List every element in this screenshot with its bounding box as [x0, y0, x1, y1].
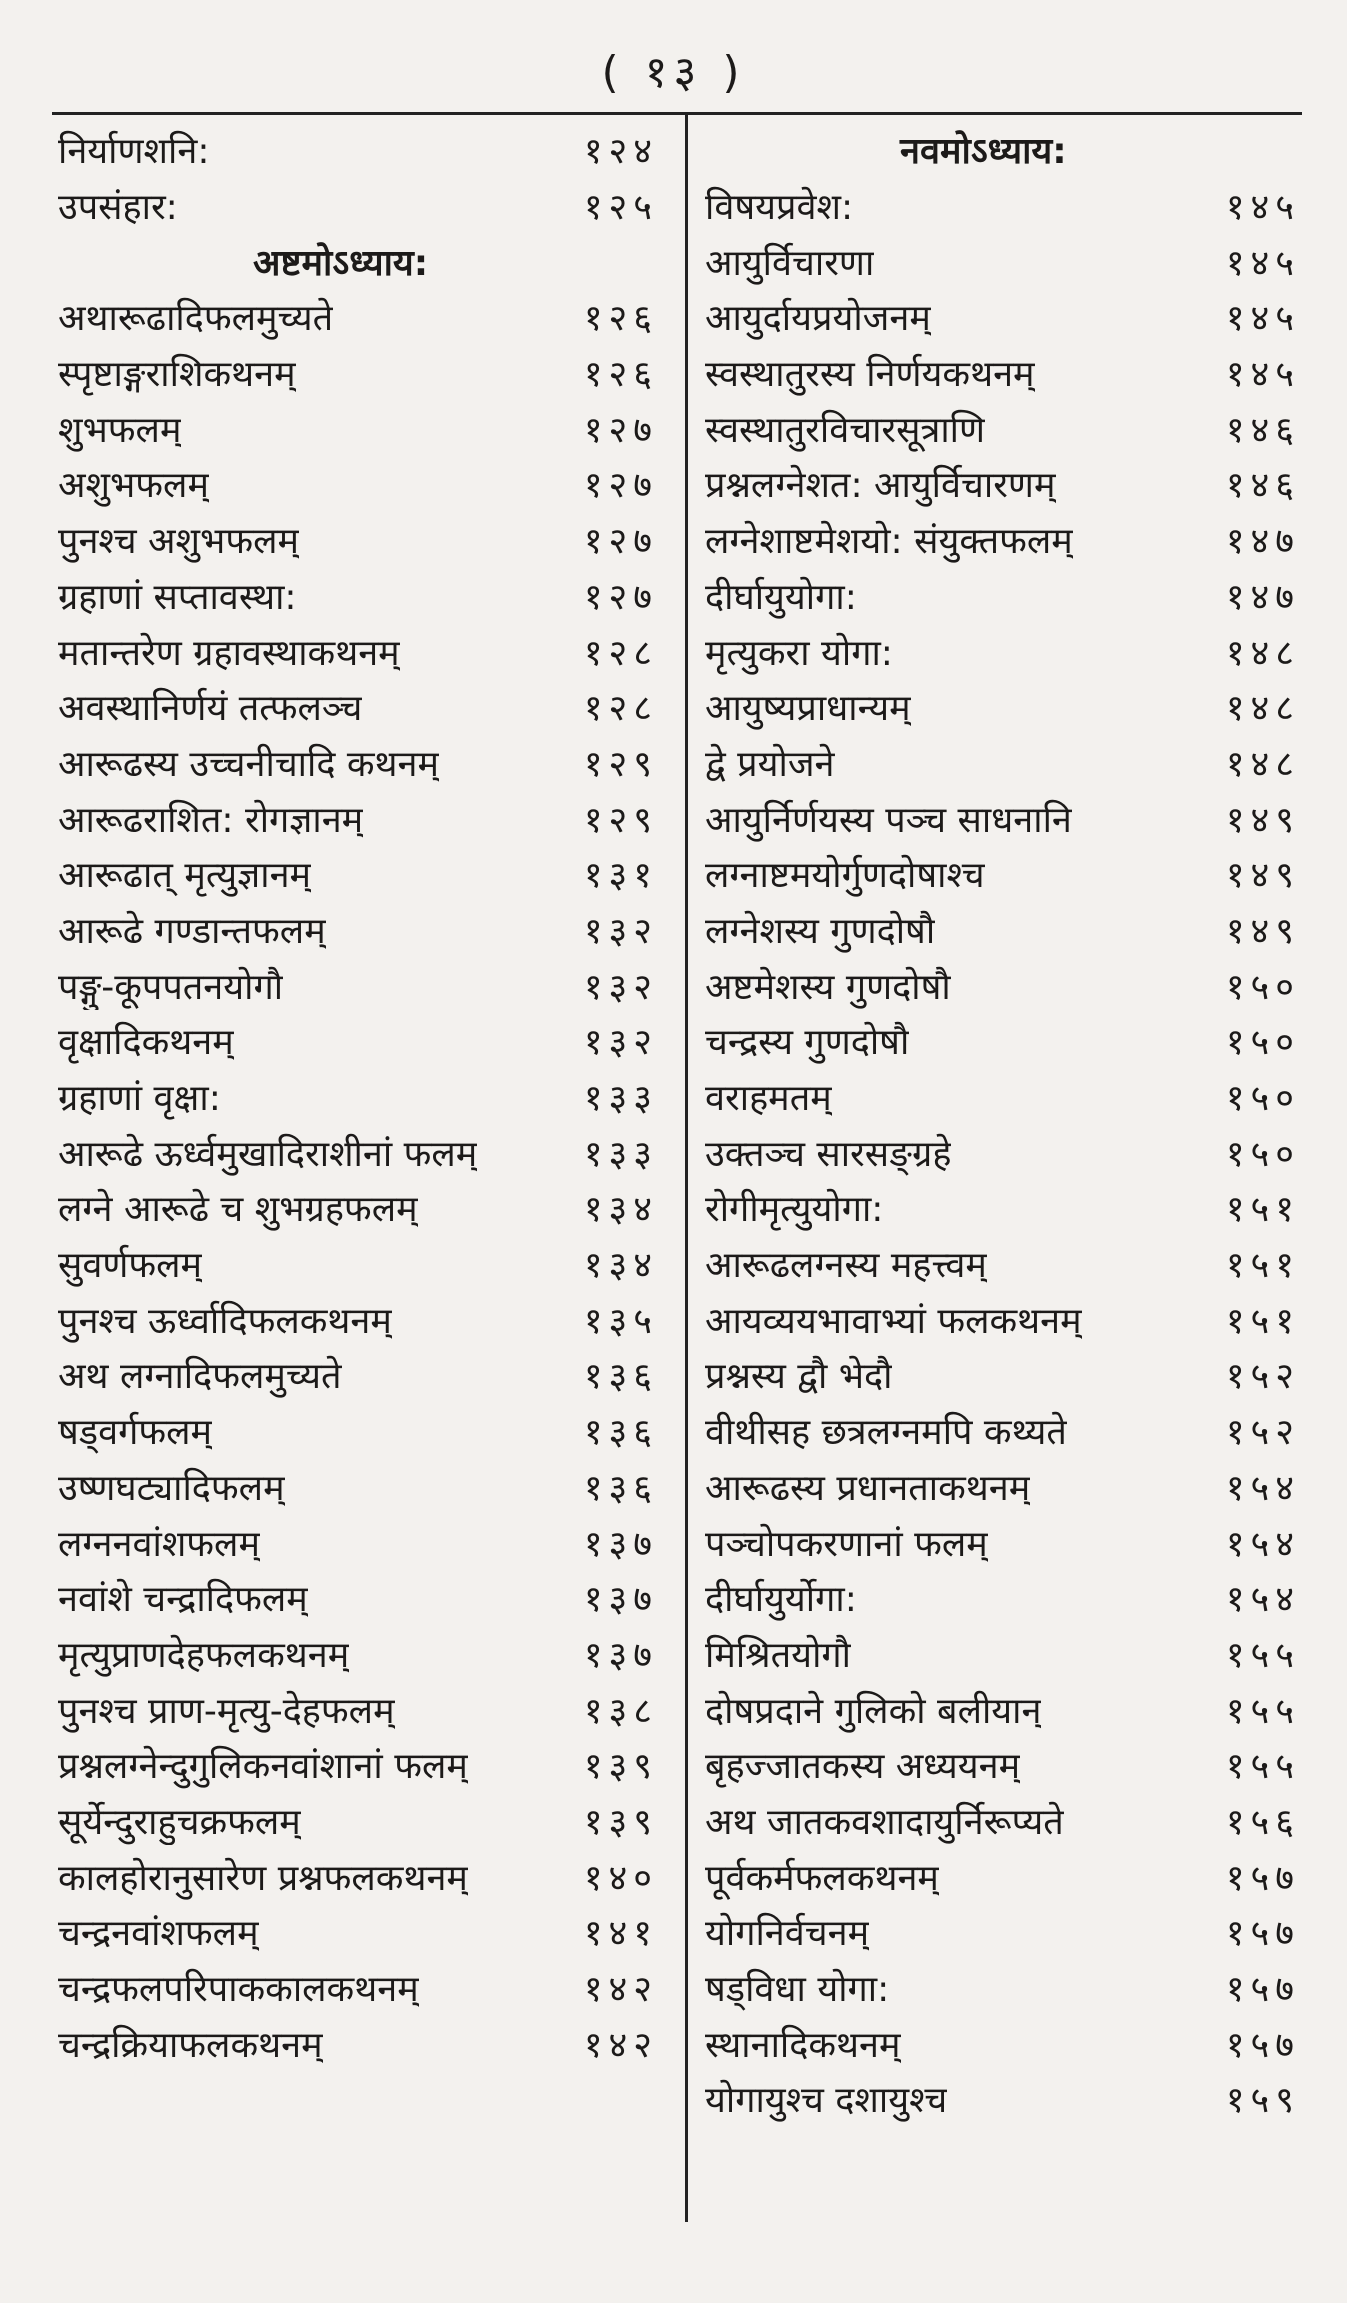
entry-title: नवांशे चन्द्रादिफलम्: [58, 1579, 308, 1621]
entry-title: आयुर्निर्णयस्य पञ्च साधनानि: [705, 799, 1072, 841]
toc-entry: [705, 1514, 1300, 1570]
toc-entry: [705, 568, 1300, 624]
toc-entry: [58, 623, 658, 679]
toc-entry: [705, 2071, 1300, 2127]
entry-title: दीर्घायुयोगा:: [705, 576, 857, 618]
entry-page: १३२: [583, 910, 658, 952]
entry-page: १४९: [1225, 910, 1300, 952]
entry-page: १३६: [583, 1467, 658, 1509]
toc-entry: [705, 1626, 1300, 1682]
entry-title: अथ लग्नादिफलमुच्यते: [58, 1356, 342, 1398]
entry-title: शुभफलम्: [58, 409, 182, 451]
toc-entry: [705, 178, 1300, 234]
entry-title: अशुभफलम्: [58, 465, 209, 507]
toc-entry: [58, 1514, 658, 1570]
entry-title: चन्द्रफलपरिपाककालकथनम्: [58, 1969, 419, 2011]
entry-page: १४०: [583, 1857, 658, 1899]
toc-entry: [58, 846, 658, 902]
toc-entry: [705, 1013, 1300, 1069]
entry-title: पुनश्च ऊर्ध्वादिफलकथनम्: [58, 1300, 392, 1342]
entry-page: १२४: [583, 131, 658, 173]
toc-entry: [705, 1848, 1300, 1904]
entry-page: १३७: [583, 1523, 658, 1565]
entry-page: १३५: [583, 1300, 658, 1342]
entry-title: आयुर्विचारणा: [705, 242, 875, 284]
page-number: ( १३ ): [601, 47, 746, 98]
entry-title: सुवर्णफलम्: [58, 1245, 203, 1287]
entry-page: १४५: [1225, 187, 1300, 229]
entry-page: १५४: [1225, 1523, 1300, 1565]
toc-entry: [705, 345, 1300, 401]
toc-entry: [705, 512, 1300, 568]
toc-entry: [58, 289, 658, 345]
entry-page: १५१: [1225, 1245, 1300, 1287]
entry-title: लग्नेशाष्टमेशयो: संयुक्तफलम्: [705, 521, 1073, 563]
toc-entry: [58, 1848, 658, 1904]
entry-title: स्वस्थातुरस्य निर्णयकथनम्: [705, 354, 1035, 396]
entry-title: सूर्येन्दुराहुचक्रफलम्: [58, 1801, 301, 1843]
entry-page: १३६: [583, 1356, 658, 1398]
toc-entry: [58, 1403, 658, 1459]
toc-entry: [58, 1236, 658, 1292]
entry-title: लग्ननवांशफलम्: [58, 1523, 260, 1565]
entry-page: १३३: [583, 1078, 658, 1120]
toc-entry: [58, 1570, 658, 1626]
toc-entry: [705, 1180, 1300, 1236]
entry-page: १३२: [583, 966, 658, 1008]
entry-page: १४८: [1225, 632, 1300, 674]
toc-entry: [705, 233, 1300, 289]
entry-page: १४७: [1225, 521, 1300, 563]
toc-entry: [58, 1291, 658, 1347]
entry-page: १२७: [583, 521, 658, 563]
entry-title: अष्टमेशस्य गुणदोषौ: [705, 966, 951, 1008]
entry-page: १४५: [1225, 298, 1300, 340]
entry-title: लग्ने आरूढे च शुभग्रहफलम्: [58, 1189, 418, 1231]
entry-page: १५४: [1225, 1467, 1300, 1509]
entry-page: १४८: [1225, 743, 1300, 785]
entry-page: १५०: [1225, 1133, 1300, 1175]
chapter-heading: नवमोऽध्याय:: [900, 131, 1067, 173]
entry-page: १५५: [1225, 1746, 1300, 1788]
toc-entry: [58, 1459, 658, 1515]
entry-page: १५७: [1225, 1913, 1300, 1955]
toc-entry: [58, 122, 658, 178]
toc-entry: [58, 735, 658, 791]
entry-title: द्वे प्रयोजने: [705, 743, 835, 785]
toc-entry: [58, 1960, 658, 2016]
entry-title: मिश्रितयोगौ: [705, 1634, 851, 1676]
entry-page: १५१: [1225, 1189, 1300, 1231]
left-column: [58, 122, 658, 2071]
entry-title: दोषप्रदाने गुलिको बलीयान्: [705, 1690, 1042, 1732]
toc-entry: [58, 1626, 658, 1682]
entry-page: १२८: [583, 688, 658, 730]
entry-page: १३४: [583, 1245, 658, 1287]
entry-title: मतान्तरेण ग्रहावस्थाकथनम्: [58, 632, 400, 674]
entry-title: लग्नेशस्य गुणदोषौ: [705, 910, 936, 952]
toc-entry: [58, 1124, 658, 1180]
entry-page: १५९: [1225, 2080, 1300, 2122]
entry-title: आयव्ययभावाभ्यां फलकथनम्: [705, 1300, 1082, 1342]
entry-page: १५६: [1225, 1801, 1300, 1843]
toc-entry: [58, 1681, 658, 1737]
entry-page: १५०: [1225, 1022, 1300, 1064]
toc-entry: [705, 289, 1300, 345]
toc-entry: [705, 1124, 1300, 1180]
entry-title: ग्रहाणां वृक्षा:: [58, 1078, 221, 1120]
toc-entry: [705, 902, 1300, 958]
entry-page: १२७: [583, 576, 658, 618]
entry-title: पूर्वकर्मफलकथनम्: [705, 1857, 939, 1899]
entry-page: १५५: [1225, 1690, 1300, 1732]
entry-page: १२८: [583, 632, 658, 674]
entry-page: १५७: [1225, 1969, 1300, 2011]
entry-title: स्थानादिकथनम्: [705, 2024, 901, 2066]
entry-title: पुनश्च प्राण-मृत्यु-देहफलम्: [58, 1690, 395, 1732]
toc-entry: [705, 1793, 1300, 1849]
toc-entry: [705, 1960, 1300, 2016]
column-divider: [685, 112, 688, 2222]
entry-page: १२५: [583, 187, 658, 229]
entry-page: १३८: [583, 1690, 658, 1732]
toc-entry: [58, 679, 658, 735]
entry-page: १५०: [1225, 966, 1300, 1008]
toc-entry: [58, 957, 658, 1013]
entry-title: आरूढे ऊर्ध्वमुखादिराशीनां फलम्: [58, 1133, 478, 1175]
entry-title: निर्याणशनि:: [58, 131, 210, 173]
entry-title: कालहोरानुसारेण प्रश्नफलकथनम्: [58, 1857, 468, 1899]
entry-page: १३९: [583, 1746, 658, 1788]
entry-title: योगायुश्च दशायुश्च: [705, 2080, 948, 2122]
toc-entry: [58, 1069, 658, 1125]
entry-page: १३४: [583, 1189, 658, 1231]
toc-entry: [705, 1291, 1300, 1347]
toc-entry: [705, 1681, 1300, 1737]
entry-page: १४९: [1225, 855, 1300, 897]
toc-entry: [705, 1570, 1300, 1626]
entry-title: चन्द्रक्रियाफलकथनम्: [58, 2024, 323, 2066]
toc-entry: [705, 456, 1300, 512]
toc-entry: [58, 400, 658, 456]
toc-entry: [58, 456, 658, 512]
toc-entry: [705, 1403, 1300, 1459]
entry-title: आरूढस्य उच्चनीचादि कथनम्: [58, 743, 440, 785]
toc-entry: [58, 790, 658, 846]
entry-title: अथ जातकवशादायुर्निरूप्यते: [705, 1801, 1064, 1843]
entry-title: रोगीमृत्युयोगा:: [705, 1189, 884, 1231]
entry-page: १५२: [1225, 1356, 1300, 1398]
toc-entry: [58, 1180, 658, 1236]
entry-page: १५७: [1225, 1857, 1300, 1899]
entry-title: आरूढलग्नस्य महत्त्वम्: [705, 1245, 987, 1287]
toc-entry: [58, 1737, 658, 1793]
entry-page: १३९: [583, 1801, 658, 1843]
entry-page: १५७: [1225, 2024, 1300, 2066]
toc-entry: [58, 1904, 658, 1960]
right-entry-list: [705, 178, 1300, 2127]
entry-page: १४२: [583, 2024, 658, 2066]
toc-entry: [58, 568, 658, 624]
entry-page: १२६: [583, 354, 658, 396]
toc-entry: [58, 1013, 658, 1069]
toc-entry: [58, 345, 658, 401]
entry-page: १३१: [583, 855, 658, 897]
toc-entry: [58, 2015, 658, 2071]
toc-entry: [705, 846, 1300, 902]
left-entry-list: [58, 289, 658, 2071]
entry-title: पङ्गु-कूपपतनयोगौ: [58, 966, 284, 1008]
entry-page: १२६: [583, 298, 658, 340]
toc-entry: [705, 790, 1300, 846]
entry-page: १४८: [1225, 688, 1300, 730]
entry-page: १२९: [583, 743, 658, 785]
toc-entry: [705, 623, 1300, 679]
entry-page: १३३: [583, 1133, 658, 1175]
entry-page: १४५: [1225, 242, 1300, 284]
entry-title: आयुर्दायप्रयोजनम्: [705, 298, 931, 340]
entry-page: १३६: [583, 1412, 658, 1454]
entry-title: दीर्घायुर्योगा:: [705, 1579, 857, 1621]
entry-title: आरूढात् मृत्युज्ञानम्: [58, 855, 312, 897]
toc-entry: [705, 1069, 1300, 1125]
toc-entry: [705, 1236, 1300, 1292]
entry-title: मृत्युप्राणदेहफलकथनम्: [58, 1634, 350, 1676]
entry-title: ग्रहाणां सप्तावस्था:: [58, 576, 297, 618]
toc-entry: [705, 957, 1300, 1013]
entry-page: १५४: [1225, 1579, 1300, 1621]
entry-page: १४९: [1225, 799, 1300, 841]
toc-entry: [705, 2015, 1300, 2071]
entry-page: १२७: [583, 409, 658, 451]
toc-entry: [58, 1793, 658, 1849]
entry-page: १३७: [583, 1579, 658, 1621]
entry-page: १५१: [1225, 1300, 1300, 1342]
toc-entry: [705, 1737, 1300, 1793]
toc-entry: [58, 902, 658, 958]
entry-title: अथारूढादिफलमुच्यते: [58, 298, 334, 340]
entry-title: उक्तञ्च सारसङ्ग्रहे: [705, 1133, 952, 1175]
entry-title: आरूढराशित: रोगज्ञानम्: [58, 799, 364, 841]
entry-title: विषयप्रवेश:: [705, 187, 854, 229]
entry-title: आयुष्यप्राधान्यम्: [705, 688, 911, 730]
toc-entry: [705, 400, 1300, 456]
entry-page: १४५: [1225, 354, 1300, 396]
entry-title: उष्णघट्यादिफलम्: [58, 1467, 285, 1509]
entry-title: अवस्थानिर्णयं तत्फलञ्च: [58, 688, 363, 730]
entry-title: षड्विधा योगा:: [705, 1969, 890, 2011]
toc-entry: [705, 1904, 1300, 1960]
toc-entry: [58, 512, 658, 568]
entry-page: १३२: [583, 1022, 658, 1064]
entry-title: पुनश्च अशुभफलम्: [58, 521, 300, 563]
entry-title: आरूढस्य प्रधानताकथनम्: [705, 1467, 1031, 1509]
entry-title: योगनिर्वचनम्: [705, 1913, 870, 1955]
entry-title: चन्द्रनवांशफलम्: [58, 1913, 259, 1955]
entry-title: उपसंहार:: [58, 187, 178, 229]
entry-title: वृक्षादिकथनम्: [58, 1022, 234, 1064]
chapter-heading: अष्टमोऽध्याय:: [253, 242, 429, 284]
entry-title: लग्नाष्टमयोर्गुणदोषाश्च: [705, 855, 985, 897]
toc-entry: [58, 178, 658, 234]
entry-page: १४७: [1225, 576, 1300, 618]
entry-title: प्रश्नस्य द्वौ भेदौ: [705, 1356, 893, 1398]
toc-entry: [705, 679, 1300, 735]
entry-page: १५५: [1225, 1634, 1300, 1676]
entry-page: १४२: [583, 1969, 658, 2011]
entry-title: चन्द्रस्य गुणदोषौ: [705, 1022, 910, 1064]
toc-entry: [58, 1347, 658, 1403]
entry-title: स्पृष्टाङ्गराशिकथनम्: [58, 354, 296, 396]
entry-page: १४६: [1225, 465, 1300, 507]
right-column: [705, 122, 1300, 2127]
entry-title: प्रश्नलग्नेशत: आयुर्विचारणम्: [705, 465, 1056, 507]
entry-page: १४१: [583, 1913, 658, 1955]
entry-title: प्रश्नलग्नेन्दुगुलिकनवांशानां फलम्: [58, 1746, 468, 1788]
entry-title: पञ्चोपकरणानां फलम्: [705, 1523, 988, 1565]
entry-title: वराहमतम्: [705, 1078, 832, 1120]
top-rule: [52, 112, 1302, 115]
entry-page: १३७: [583, 1634, 658, 1676]
toc-entry: [705, 1347, 1300, 1403]
entry-title: वीथीसह छत्रलग्नमपि कथ्यते: [705, 1412, 1067, 1454]
entry-title: मृत्युकरा योगा:: [705, 632, 893, 674]
entry-title: आरूढे गण्डान्तफलम्: [58, 910, 326, 952]
entry-page: १४६: [1225, 409, 1300, 451]
entry-page: १५२: [1225, 1412, 1300, 1454]
entry-page: १५०: [1225, 1078, 1300, 1120]
entry-title: स्वस्थातुरविचारसूत्राणि: [705, 409, 986, 451]
entry-page: १२७: [583, 465, 658, 507]
entry-title: बृहज्जातकस्य अध्ययनम्: [705, 1746, 1021, 1788]
toc-entry: [705, 735, 1300, 791]
entry-title: षड्वर्गफलम्: [58, 1412, 213, 1454]
entry-page: १२९: [583, 799, 658, 841]
toc-entry: [705, 1459, 1300, 1515]
